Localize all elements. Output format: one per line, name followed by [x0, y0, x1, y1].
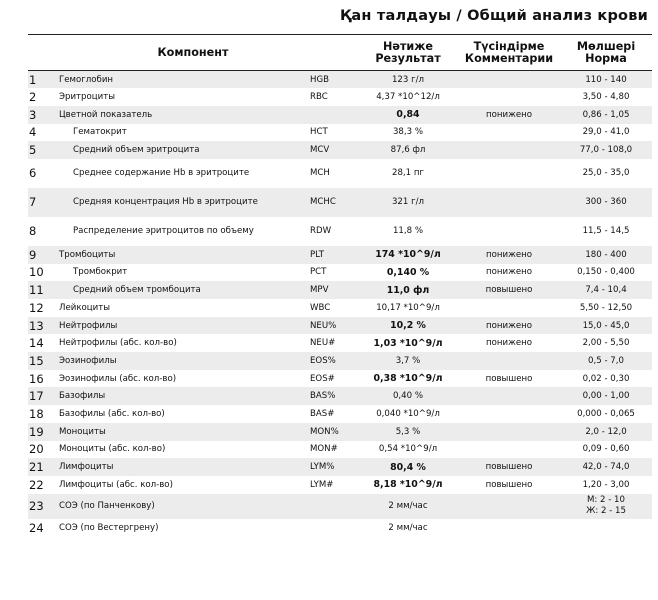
row-number: 7 — [28, 188, 55, 217]
row-comment — [458, 217, 560, 246]
row-comment: понижено — [458, 246, 560, 264]
row-component: Тромбоциты — [55, 246, 308, 264]
row-abbreviation: RDW — [310, 226, 332, 237]
row-result: 0,54 *10^9/л — [378, 444, 438, 455]
row-component: Гематокрит — [73, 127, 127, 138]
row-component: Эозинофилы — [55, 352, 308, 370]
row-component: Гемоглобин — [55, 71, 308, 89]
row-abbreviation: NEU% — [308, 317, 358, 335]
row-norm: 42,0 - 74,0 — [560, 458, 652, 476]
row-result: 3,7 % — [358, 352, 458, 370]
row-norm: 180 - 400 — [560, 246, 652, 264]
row-result: 123 г/л — [358, 71, 458, 89]
table-row — [28, 458, 652, 476]
header-result-kz: Нәтиже — [383, 39, 433, 53]
table-row — [28, 281, 652, 299]
row-result: 0,38 *10^9/л — [373, 373, 443, 385]
row-abbreviation: EOS% — [308, 352, 358, 370]
row-norm: 25,0 - 35,0 — [582, 168, 630, 179]
table-row — [28, 217, 652, 246]
row-norm: 0,150 - 0,400 — [577, 267, 635, 278]
norm-men: М: 2 - 10 — [586, 495, 625, 506]
row-number: 14 — [29, 336, 44, 351]
row-component: Базофилы (абс. кол-во) — [59, 408, 165, 419]
row-abbreviation — [308, 494, 358, 520]
row-abbreviation: MCV — [308, 141, 358, 159]
row-number: 19 — [28, 423, 55, 441]
row-component: Лимфоциты — [55, 458, 308, 476]
table-row — [28, 423, 652, 441]
row-abbreviation: WBC — [310, 302, 331, 313]
table-row — [28, 519, 652, 537]
row-abbreviation: MON# — [310, 444, 338, 455]
blood-test-table — [28, 34, 652, 537]
table-row — [28, 188, 652, 217]
table-row — [28, 370, 652, 388]
table-row — [28, 494, 652, 520]
row-result: 5,3 % — [358, 423, 458, 441]
row-number: 24 — [29, 520, 44, 535]
row-norm: 7,4 - 10,4 — [560, 281, 652, 299]
row-comment: повышено — [458, 281, 560, 299]
row-norm: 2,0 - 12,0 — [560, 423, 652, 441]
row-abbreviation: MPV — [308, 281, 358, 299]
row-comment — [458, 188, 560, 217]
row-abbreviation: MCHC — [308, 188, 358, 217]
row-component: Нейтрофилы — [55, 317, 308, 335]
row-comment: повышено — [458, 458, 560, 476]
row-result: 11,0 фл — [358, 281, 458, 299]
row-result: 10,17 *10^9/л — [376, 302, 440, 313]
row-comment — [458, 494, 560, 520]
row-component: СОЭ (по Вестергрену) — [59, 522, 159, 533]
row-result: 1,03 *10^9/л — [373, 337, 443, 349]
row-component: Цветной показатель — [55, 106, 308, 124]
row-number: 11 — [28, 281, 55, 299]
row-comment — [458, 441, 560, 459]
row-component: СОЭ (по Панченкову) — [55, 494, 308, 520]
table-header-row — [28, 35, 652, 71]
row-component: Базофилы — [55, 387, 308, 405]
row-norm: 110 - 140 — [560, 71, 652, 89]
row-abbreviation: LYM% — [308, 458, 358, 476]
row-abbreviation: HGB — [308, 71, 358, 89]
table-row — [28, 106, 652, 124]
row-abbreviation — [308, 519, 358, 537]
header-result — [358, 35, 458, 71]
row-comment: понижено — [486, 267, 532, 278]
row-comment — [458, 159, 560, 188]
row-number: 13 — [28, 317, 55, 335]
row-result: 0,84 — [358, 106, 458, 124]
row-comment — [458, 124, 560, 142]
row-result: 38,3 % — [392, 127, 424, 138]
row-comment — [458, 88, 560, 106]
row-component: Тромбокрит — [73, 267, 128, 278]
row-component: Средний объем эритроцита — [55, 141, 308, 159]
row-number: 6 — [29, 166, 37, 181]
row-number: 22 — [29, 477, 44, 492]
row-norm: 0,02 - 0,30 — [582, 373, 630, 384]
table-row — [28, 124, 652, 142]
row-comment — [458, 423, 560, 441]
table-row — [28, 299, 652, 317]
table-row — [28, 264, 652, 282]
row-comment — [458, 387, 560, 405]
norm-women: Ж: 2 - 15 — [586, 506, 626, 517]
row-component: Среднее содержание Hb в эритроците — [73, 168, 250, 179]
row-result: 11,8 % — [392, 226, 424, 237]
row-norm: 0,09 - 0,60 — [582, 444, 630, 455]
table-row — [28, 159, 652, 188]
row-norm: 3,50 - 4,80 — [582, 92, 630, 103]
row-number: 20 — [29, 442, 44, 457]
row-comment — [458, 519, 560, 537]
row-number: 1 — [28, 71, 55, 89]
row-comment — [458, 405, 560, 423]
row-number: 3 — [28, 106, 55, 124]
row-result: 80,4 % — [358, 458, 458, 476]
row-norm: 0,00 - 1,00 — [560, 387, 652, 405]
row-result: 10,2 % — [358, 317, 458, 335]
page-title: Қан талдауы / Общий анализ крови — [340, 8, 648, 24]
row-norm: 0,5 - 7,0 — [560, 352, 652, 370]
row-number: 18 — [29, 406, 44, 421]
row-abbreviation: MCH — [310, 168, 330, 179]
table-row — [28, 88, 652, 106]
row-number: 21 — [28, 458, 55, 476]
table-row — [28, 141, 652, 159]
row-norm: 0,86 - 1,05 — [560, 106, 652, 124]
row-result: 2 мм/час — [358, 494, 458, 520]
header-component: Компонент — [28, 35, 358, 71]
row-result: 321 г/л — [358, 188, 458, 217]
row-component: Моноциты — [55, 423, 308, 441]
row-comment: повышено — [485, 373, 533, 384]
row-number: 9 — [28, 246, 55, 264]
table-row — [28, 441, 652, 459]
row-number: 4 — [29, 125, 37, 140]
table-row — [28, 476, 652, 494]
header-comment-ru: Комментарии — [464, 51, 554, 65]
table-row — [28, 405, 652, 423]
row-norm: 0,000 - 0,065 — [577, 408, 635, 419]
row-result: 28,1 пг — [392, 168, 424, 179]
row-component: Эритроциты — [59, 92, 115, 103]
row-abbreviation: NEU# — [310, 338, 336, 349]
row-abbreviation: BAS% — [308, 387, 358, 405]
row-result: 0,40 % — [358, 387, 458, 405]
row-component: Лейкоциты — [59, 302, 111, 313]
row-result: 4,37 *10^12/л — [376, 92, 440, 103]
row-number: 16 — [29, 371, 44, 386]
row-result: 0,140 % — [386, 266, 430, 278]
row-abbreviation: LYM# — [310, 479, 334, 490]
row-number: 8 — [29, 224, 37, 239]
row-component: Средний объем тромбоцита — [55, 281, 308, 299]
row-norm: 2,00 - 5,50 — [582, 338, 630, 349]
row-abbreviation: EOS# — [310, 373, 335, 384]
table-row — [28, 71, 652, 89]
row-norm: 1,20 - 3,00 — [582, 479, 630, 490]
row-comment: понижено — [458, 317, 560, 335]
row-norm: 11,5 - 14,5 — [582, 226, 630, 237]
row-comment — [458, 352, 560, 370]
row-component: Моноциты (абс. кол-во) — [59, 444, 166, 455]
row-result: 0,040 *10^9/л — [376, 408, 440, 419]
row-component: Распределение эритроцитов по объему — [73, 226, 254, 237]
header-norm-kz: Мөлшері — [576, 39, 636, 53]
row-number: 5 — [28, 141, 55, 159]
row-component: Средняя концентрация Hb в эритроците — [55, 188, 308, 217]
table-row — [28, 246, 652, 264]
row-abbreviation — [308, 106, 358, 124]
row-abbreviation: RBC — [310, 92, 328, 103]
row-comment — [458, 71, 560, 89]
row-norm: 15,0 - 45,0 — [560, 317, 652, 335]
row-number: 10 — [29, 265, 44, 280]
row-result: 87,6 фл — [358, 141, 458, 159]
row-norm: 77,0 - 108,0 — [560, 141, 652, 159]
table-row — [28, 334, 652, 352]
row-norm: 5,50 - 12,50 — [579, 302, 633, 313]
row-abbreviation: MON% — [308, 423, 358, 441]
table-row — [28, 352, 652, 370]
header-norm — [560, 35, 652, 71]
table-row — [28, 387, 652, 405]
row-norm — [560, 519, 652, 537]
row-comment: понижено — [486, 338, 532, 349]
row-norm: 300 - 360 — [560, 188, 652, 217]
header-norm-ru: Норма — [585, 51, 627, 65]
row-number: 12 — [29, 300, 44, 315]
row-norm: 29,0 - 41,0 — [582, 127, 630, 138]
row-number: 2 — [29, 90, 37, 105]
header-comment-kz: Түсіндірме — [473, 39, 545, 53]
header-result-ru: Результат — [375, 51, 441, 65]
row-abbreviation: PCT — [310, 267, 327, 278]
row-abbreviation: BAS# — [310, 408, 335, 419]
header-comment — [458, 35, 560, 71]
row-result: 8,18 *10^9/л — [373, 479, 443, 491]
table-row — [28, 317, 652, 335]
row-comment: повышено — [485, 479, 533, 490]
row-comment — [458, 299, 560, 317]
row-comment: понижено — [458, 106, 560, 124]
row-component: Лимфоциты (абс. кол-во) — [59, 479, 173, 490]
row-result: 174 *10^9/л — [358, 246, 458, 264]
row-number: 17 — [28, 387, 55, 405]
row-comment — [458, 141, 560, 159]
row-result: 2 мм/час — [388, 522, 428, 533]
row-number: 15 — [28, 352, 55, 370]
row-number: 23 — [28, 494, 55, 520]
row-abbreviation: PLT — [308, 246, 358, 264]
row-component: Эозинофилы (абс. кол-во) — [59, 373, 177, 384]
row-abbreviation: HCT — [310, 127, 328, 138]
row-component: Нейтрофилы (абс. кол-во) — [59, 338, 177, 349]
row-norm — [560, 494, 652, 520]
